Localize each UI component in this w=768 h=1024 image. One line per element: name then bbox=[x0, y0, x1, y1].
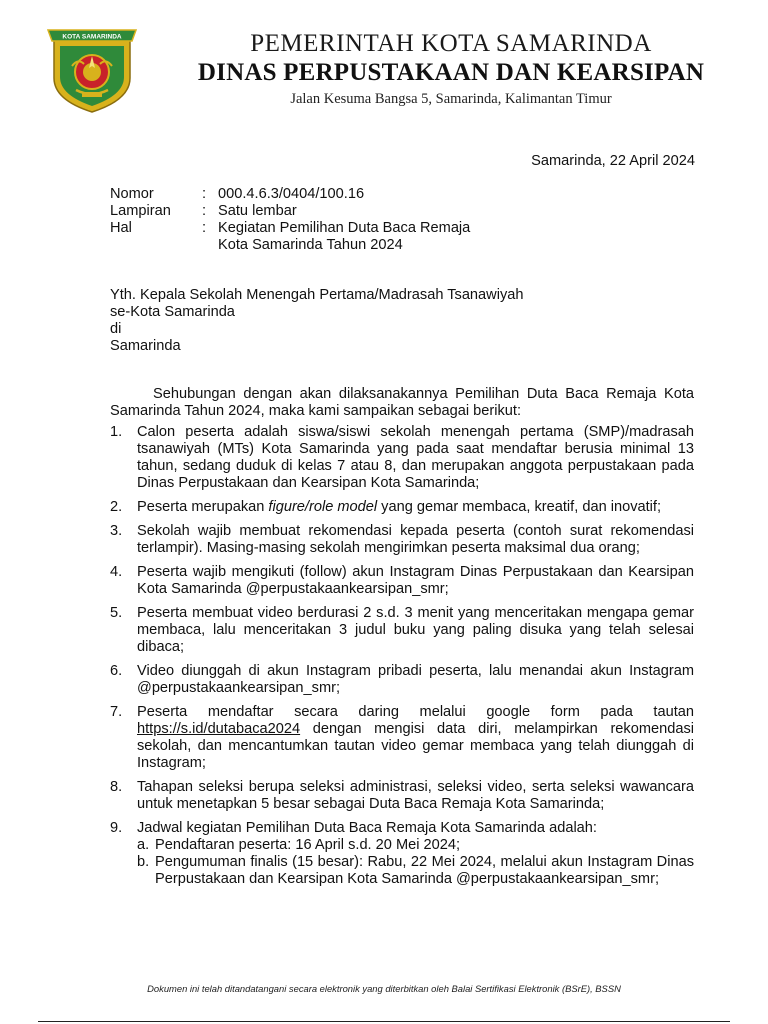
subject-line-2: Kota Samarinda Tahun 2024 bbox=[218, 237, 403, 253]
meta-value: 000.4.6.3/0404/100.16 bbox=[218, 186, 365, 202]
recipient-block bbox=[110, 287, 523, 355]
list-text: Calon peserta adalah siswa/siswi sekolah menengah pertama (SMP)/madrasah tsanawiyah (MTs) Kota Samarinda yang pada saat mendaftar berusia minimal 13 tahun, sedang duduk di kelas 7 atau 8, dan merupakan anggota perpustakaan pada Dinas Perpustakaan dan Kearsipan Kota Samarinda; bbox=[137, 424, 694, 491]
meta-label: Nomor bbox=[110, 186, 154, 202]
list-text bbox=[137, 820, 694, 888]
recipient-line: Samarinda bbox=[110, 338, 181, 354]
meta-lampiran bbox=[110, 203, 548, 220]
footer-divider bbox=[38, 1021, 730, 1022]
list-item bbox=[110, 523, 694, 557]
list-number: 1. bbox=[110, 424, 123, 440]
e-signature-footer-note: Dokumen ini telah ditandatangani secara elektronik yang diterbitkan oleh Balai Sertifikasi Elektronik (BSrE), BSSN bbox=[147, 983, 621, 994]
list-number: 2. bbox=[110, 499, 123, 515]
logo-banner-text: KOTA SAMARINDA bbox=[62, 33, 122, 41]
list-text-part: yang gemar membaca, kreatif, dan inovatif; bbox=[377, 499, 662, 515]
list-item bbox=[110, 663, 694, 697]
list-number: 4. bbox=[110, 564, 123, 580]
recipient-line: Yth. Kepala Sekolah Menengah Pertama/Madrasah Tsanawiyah bbox=[110, 287, 524, 303]
list-item bbox=[110, 499, 694, 516]
requirements-list bbox=[110, 424, 694, 895]
list-text-part: dengan mengisi data diri, melampirkan rekomendasi sekolah, dan mencantumkan tautan video gemar membaca yang telah diunggah di Instagram; bbox=[137, 721, 694, 771]
list-item bbox=[110, 704, 694, 772]
list-text bbox=[137, 499, 694, 516]
list-item bbox=[110, 564, 694, 598]
sublist-letter: b. bbox=[137, 854, 150, 870]
intro-text: Sehubungan dengan akan dilaksanakannya Pemilihan Duta Baca Remaja Kota Samarinda Tahun 2024, maka kami sampaikan sebagai berikut: bbox=[110, 386, 694, 419]
meta-label: Hal bbox=[110, 220, 132, 236]
list-text-part: Jadwal kegiatan Pemilihan Duta Baca Remaja Kota Samarinda adalah: bbox=[137, 820, 597, 836]
city-emblem-logo bbox=[46, 26, 138, 114]
meta-colon: : bbox=[202, 186, 207, 202]
list-text-part: Peserta mendaftar secara daring melalui google form pada tautan bbox=[137, 704, 694, 720]
meta-value bbox=[218, 220, 548, 254]
list-item bbox=[110, 605, 694, 656]
letterhead bbox=[0, 0, 768, 125]
meta-colon: : bbox=[202, 220, 207, 236]
meta-hal bbox=[110, 220, 548, 254]
registration-link[interactable]: https://s.id/dutabaca2024 bbox=[137, 721, 301, 737]
government-name: PEMERINTAH KOTA SAMARINDA bbox=[250, 30, 652, 57]
sublist-item bbox=[137, 837, 694, 854]
list-item bbox=[110, 779, 694, 813]
recipient-line: di bbox=[110, 321, 122, 337]
meta-nomor bbox=[110, 186, 548, 203]
agency-name: DINAS PERPUSTAKAAN DAN KEARSIPAN bbox=[197, 59, 705, 86]
sublist-text: Pendaftaran peserta: 16 April s.d. 20 Mei 2024; bbox=[155, 837, 461, 853]
list-text-part bbox=[137, 721, 694, 772]
list-text: Peserta membuat video berdurasi 2 s.d. 3 menit yang menceritakan mengapa gemar membaca, lalu menceritakan 3 judul buku yang paling disuka yang telah selesai dibaca; bbox=[137, 605, 694, 655]
meta-label: Lampiran bbox=[110, 203, 171, 219]
agency-address: Jalan Kesuma Bangsa 5, Samarinda, Kalimantan Timur bbox=[290, 91, 612, 107]
list-number: 7. bbox=[110, 704, 123, 720]
list-number: 5. bbox=[110, 605, 123, 621]
list-number: 6. bbox=[110, 663, 123, 679]
list-number: 9. bbox=[110, 820, 123, 836]
emphasis-text: figure/role model bbox=[268, 499, 378, 515]
list-number: 8. bbox=[110, 779, 123, 795]
list-text: Peserta wajib mengikuti (follow) akun Instagram Dinas Perpustakaan dan Kearsipan Kota Samarinda @perpustakaankearsipan_smr; bbox=[137, 564, 694, 597]
letter-meta bbox=[110, 186, 548, 254]
sublist-letter: a. bbox=[137, 837, 150, 853]
sublist-text: Pengumuman finalis (15 besar): Rabu, 22 Mei 2024, melalui akun Instagram Dinas Perpustakaan dan Kearsipan Kota Samarinda @perpustakaankearsipan_smr; bbox=[155, 854, 694, 887]
list-text: Tahapan seleksi berupa seleksi administrasi, seleksi video, serta seleksi wawancara untuk menetapkan 5 besar sebagai Duta Baca Remaja Kota Samarinda; bbox=[137, 779, 694, 812]
list-item bbox=[110, 820, 694, 888]
meta-value: Satu lembar bbox=[218, 203, 297, 219]
intro-paragraph bbox=[110, 386, 694, 420]
list-text: Video diunggah di akun Instagram pribadi peserta, lalu menandai akun Instagram @perpustakaankearsipan_smr; bbox=[137, 663, 694, 696]
list-number: 3. bbox=[110, 523, 123, 539]
list-text: Sekolah wajib membuat rekomendasi kepada peserta (contoh surat rekomendasi terlampir). Masing-masing sekolah mengirimkan peserta maksimal dua orang; bbox=[137, 523, 694, 556]
letterhead-text bbox=[146, 30, 756, 109]
letter-date: Samarinda, 22 April 2024 bbox=[531, 153, 695, 169]
subject-line-1: Kegiatan Pemilihan Duta Baca Remaja bbox=[218, 220, 471, 236]
sublist-item bbox=[137, 854, 694, 888]
list-text-part: Peserta merupakan bbox=[137, 499, 269, 515]
list-item bbox=[110, 424, 694, 492]
list-text bbox=[137, 704, 694, 772]
recipient-line: se-Kota Samarinda bbox=[110, 304, 235, 320]
meta-colon: : bbox=[202, 203, 207, 219]
